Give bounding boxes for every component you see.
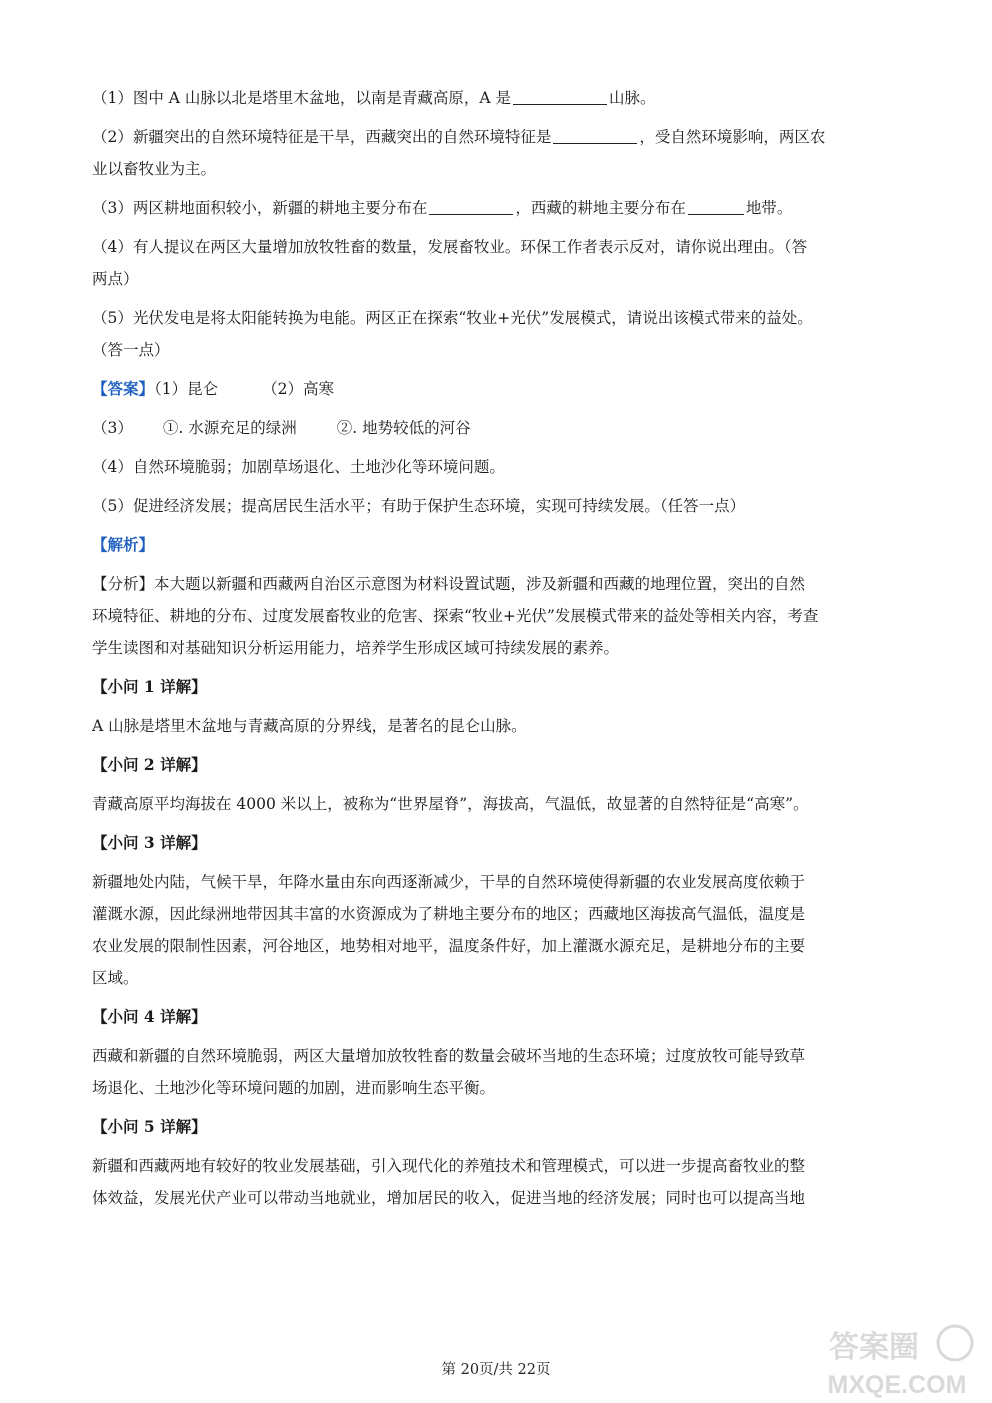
detail-1-title <box>92 671 904 703</box>
answer-blank <box>553 125 637 144</box>
detail-2-title <box>92 749 904 781</box>
detail-text: 体效益，发展光伏产业可以带动当地就业，增加居民的收入，促进当地的经济发展；同时也可以提高当地 <box>92 1189 806 1207</box>
question-4-cont <box>92 263 904 295</box>
answer-4: （4）自然环境脆弱；加剧草场退化、土地沙化等环境问题。 <box>92 458 505 476</box>
answer-3-number: （3） <box>92 419 133 437</box>
detail-text: 农业发展的限制性因素，河谷地区，地势相对地平，温度条件好，加上灌溉水源充足，是耕地分布的主要 <box>92 937 806 955</box>
detail-text: A 山脉是塔里木盆地与青藏高原的分界线，是著名的昆仑山脉。 <box>92 717 527 735</box>
detail-text: 西藏和新疆的自然环境脆弱，两区大量增加放牧牲畜的数量会破坏当地的生态环境；过度放牧可能导致草 <box>92 1047 806 1065</box>
answer-blank <box>429 196 513 215</box>
question-1 <box>92 82 904 114</box>
watermark-text-bottom: MXQE.COM <box>827 1371 967 1399</box>
analysis-summary-text: 环境特征、耕地的分布、过度发展畜牧业的危害、探索“牧业+光伏”发展模式带来的益处等相关内容，考查 <box>92 607 819 625</box>
detail-3-title <box>92 827 904 859</box>
answer-line-4 <box>92 451 904 483</box>
detail-5-title <box>92 1111 904 1143</box>
document-page <box>92 82 904 1214</box>
answer-blank <box>513 86 607 105</box>
question-2-cont <box>92 153 904 185</box>
detail-title: 【小问 3 详解】 <box>92 833 207 852</box>
page-number: 第 20页/共 22页 <box>441 1362 551 1378</box>
watermark-text-top: 答案圈 <box>829 1331 919 1364</box>
analysis-summary-2 <box>92 600 904 632</box>
detail-text: 灌溉水源，因此绿洲地带因其丰富的水资源成为了耕地主要分布的地区；西藏地区海拔高气温低，温度是 <box>92 905 806 923</box>
question-3 <box>92 192 904 224</box>
detail-3-body-2 <box>92 898 904 930</box>
question-4-text-cont: 两点） <box>92 270 139 288</box>
answer-5: （5）促进经济发展；提高居民生活水平；有助于保护生态环境，实现可持续发展。（任答一点） <box>92 497 746 515</box>
answer-2: （2）高寒 <box>262 380 335 398</box>
answer-tag: 【答案】 <box>92 379 155 398</box>
question-1-text: （1）图中 A 山脉以北是塔里木盆地，以南是青藏高原，A 是 <box>92 89 512 107</box>
question-5-text: （5）光伏发电是将太阳能转换为电能。两区正在探索“牧业+光伏”发展模式，请说出该模式带来的益处。 <box>92 309 813 327</box>
answer-blank <box>688 196 744 215</box>
question-5-text-cont: （答一点） <box>92 341 170 359</box>
detail-title: 【小问 5 详解】 <box>92 1117 207 1136</box>
detail-1-body <box>92 710 904 742</box>
detail-5-body-2 <box>92 1182 904 1214</box>
detail-4-body-1 <box>92 1040 904 1072</box>
question-5 <box>92 302 904 334</box>
detail-3-body-3 <box>92 930 904 962</box>
answer-3-part-2: ②. 地势较低的河谷 <box>336 419 471 437</box>
watermark-logo <box>812 1323 982 1399</box>
detail-title: 【小问 2 详解】 <box>92 755 207 774</box>
question-2 <box>92 121 904 153</box>
question-3-mid: ，西藏的耕地主要分布在 <box>515 199 686 217</box>
analysis-summary-3 <box>92 632 904 664</box>
detail-title: 【小问 4 详解】 <box>92 1007 207 1026</box>
detail-text: 区域。 <box>92 969 139 987</box>
detail-2-body <box>92 788 904 820</box>
question-2-text: （2）新疆突出的自然环境特征是干旱，西藏突出的自然环境特征是 <box>92 128 552 146</box>
answer-3-part-1: ①. 水源充足的绿洲 <box>162 419 297 437</box>
answer-line-5 <box>92 490 904 522</box>
analysis-summary-text: 【分析】本大题以新疆和西藏两自治区示意图为材料设置试题，涉及新疆和西藏的地理位置，突出的自然 <box>92 575 806 593</box>
question-2-text-cont: 业以畜牧业为主。 <box>92 160 217 178</box>
question-4 <box>92 231 904 263</box>
detail-5-body-1 <box>92 1150 904 1182</box>
analysis-heading <box>92 529 904 561</box>
answer-1: （1）昆仑 <box>154 380 219 398</box>
question-3-text: （3）两区耕地面积较小，新疆的耕地主要分布在 <box>92 199 428 217</box>
detail-text: 青藏高原平均海拔在 4000 米以上，被称为“世界屋脊”，海拔高，气温低，故显著的自然特征是“高寒”。 <box>92 795 809 813</box>
detail-text: 新疆地处内陆，气候干旱，年降水量由东向西逐渐减少，干旱的自然环境使得新疆的农业发展高度依赖于 <box>92 873 806 891</box>
question-4-text: （4）有人提议在两区大量增加放牧牲畜的数量，发展畜牧业。环保工作者表示反对，请你说出理由。（答 <box>92 238 808 256</box>
detail-title: 【小问 1 详解】 <box>92 677 207 696</box>
detail-3-body-1 <box>92 866 904 898</box>
detail-4-body-2 <box>92 1072 904 1104</box>
detail-3-body-4 <box>92 962 904 994</box>
analysis-tag: 【解析】 <box>92 535 155 554</box>
question-3-suffix: 地带。 <box>745 199 793 217</box>
detail-4-title <box>92 1001 904 1033</box>
watermark-logo-icon <box>812 1323 982 1399</box>
answer-line-1 <box>92 373 904 405</box>
detail-text: 新疆和西藏两地有较好的牧业发展基础，引入现代化的养殖技术和管理模式，可以进一步提高畜牧业的整 <box>92 1157 806 1175</box>
analysis-summary-text: 学生读图和对基础知识分析运用能力，培养学生形成区域可持续发展的素养。 <box>92 639 620 657</box>
analysis-summary-1 <box>92 568 904 600</box>
question-2-suffix: ，受自然环境影响，两区农 <box>639 128 826 146</box>
question-1-suffix: 山脉。 <box>609 89 656 107</box>
detail-text: 场退化、土地沙化等环境问题的加剧，进而影响生态平衡。 <box>92 1079 496 1097</box>
answer-line-3 <box>92 412 904 444</box>
question-5-cont <box>92 334 904 366</box>
